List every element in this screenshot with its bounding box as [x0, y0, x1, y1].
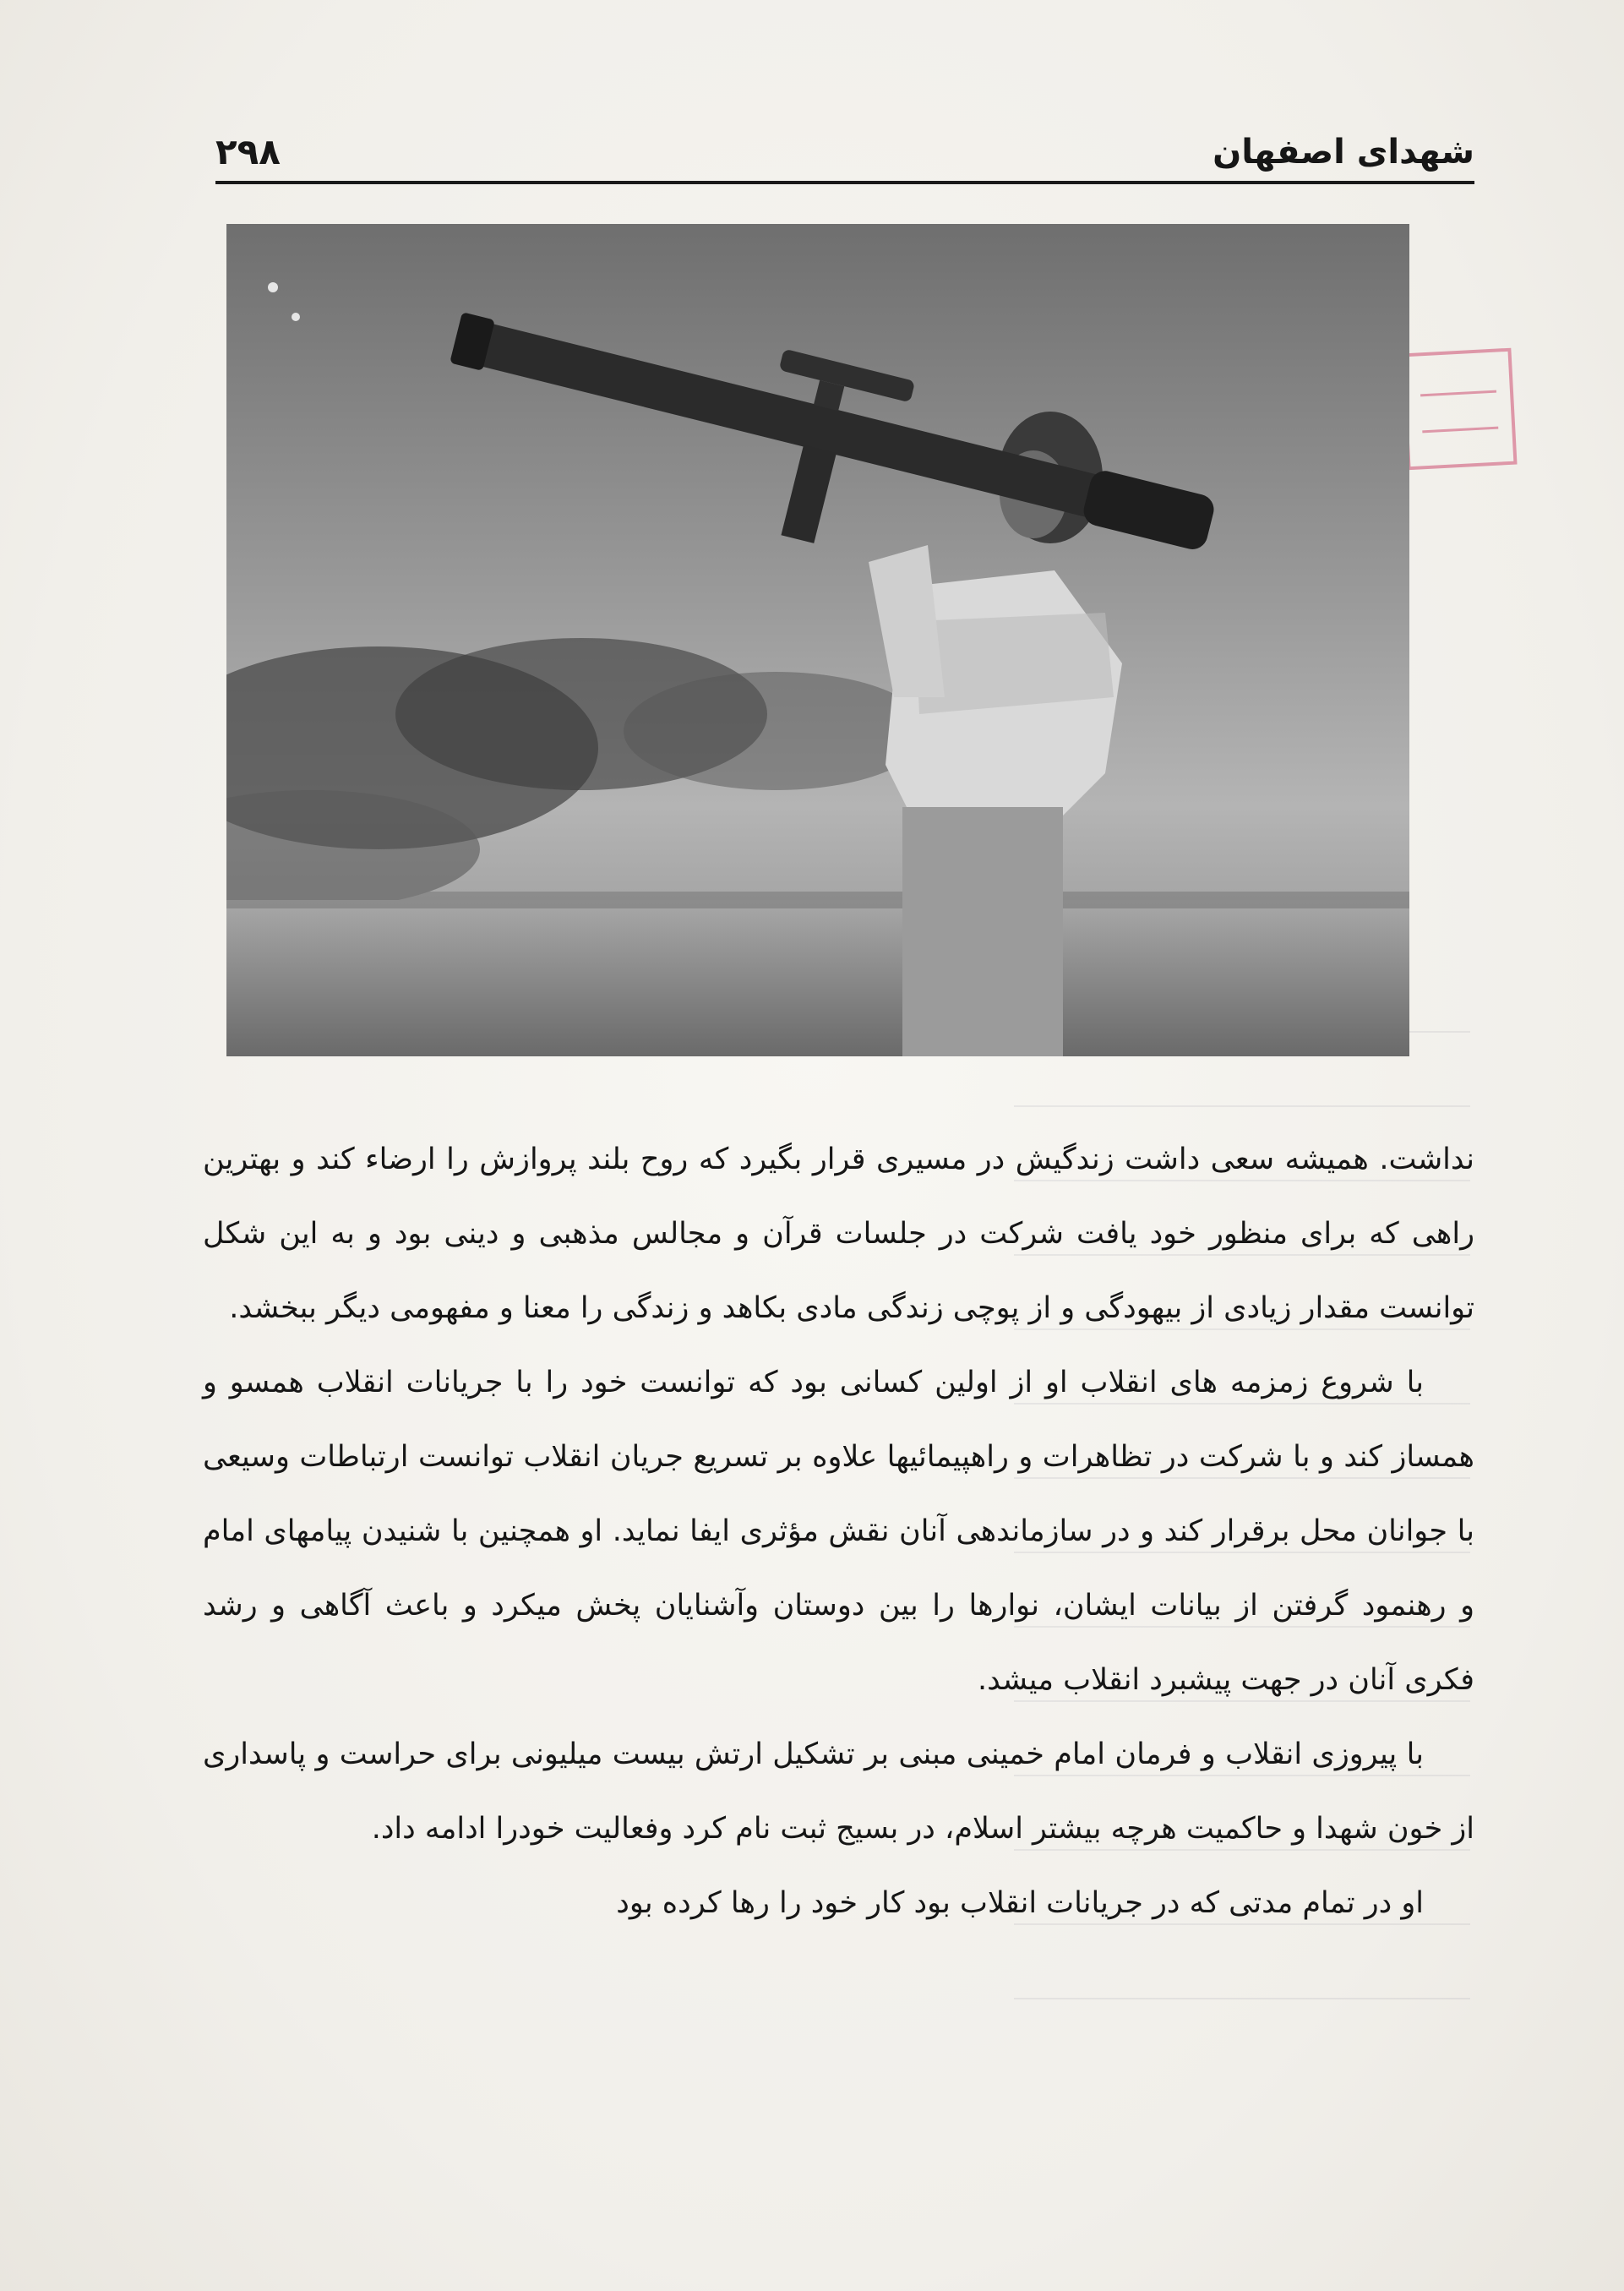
page-header: [215, 127, 1474, 186]
paragraph-1: نداشت. همیشه سعی داشت زندگیش در مسیری قرار بگیرد که روح بلند پروازش را ارضاء کند و بهترین راهی که برای منظور خود یافت شرکت در جلسات قرآن و مجالس مذهبی و دینی بود و به این شکل توانست مقدار زیادی از بیهودگی و از پوچی زندگی مادی بکاهد و زندگی را معنا و مفهومی دیگر ببخشد.: [203, 1143, 1474, 1325]
photograph-illustration: [226, 224, 1409, 1056]
page-number: ۲۹۸: [215, 131, 281, 172]
header-rule: [215, 181, 1474, 184]
running-title: شهدای اصفهان: [1213, 133, 1474, 172]
article-body: [203, 1122, 1474, 1940]
paragraph-2: با شروع زمزمه های انقلاب او از اولین کسانی بود که توانست خود را با جریانات انقلاب همسو و همساز کند و با شرکت در تظاهرات و راهپیمائیها علاوه بر تسریع جریان انقلاب توانست ارتباطات وسیعی با جوانان محل برقرار کند و در سازماندهی آنان نقش مؤثری ایفا نماید. او همچنین با شنیدن پیامهای امام و رهنمود گرفتن از بیانات ایشان، نوارها را بین دوستان وآشنایان پخش میکرد و باعث آگاهی و رشد فکری آنان در جهت پیشبرد انقلاب میشد.: [203, 1366, 1474, 1697]
library-stamp: [1401, 348, 1517, 471]
photograph: [226, 224, 1409, 1056]
paragraph-3: با پیروزی انقلاب و فرمان امام خمینی مبنی بر تشکیل ارتش بیست میلیونی برای حراست و پاسداری از خون شهدا و حاکمیت هرچه بیشتر اسلام، در بسیج ثبت نام کرد وفعالیت خودرا ادامه داد.: [203, 1737, 1474, 1846]
paragraph-4: او در تمام مدتی که در جریانات انقلاب بود کار خود را رها کرده بود: [616, 1886, 1424, 1920]
